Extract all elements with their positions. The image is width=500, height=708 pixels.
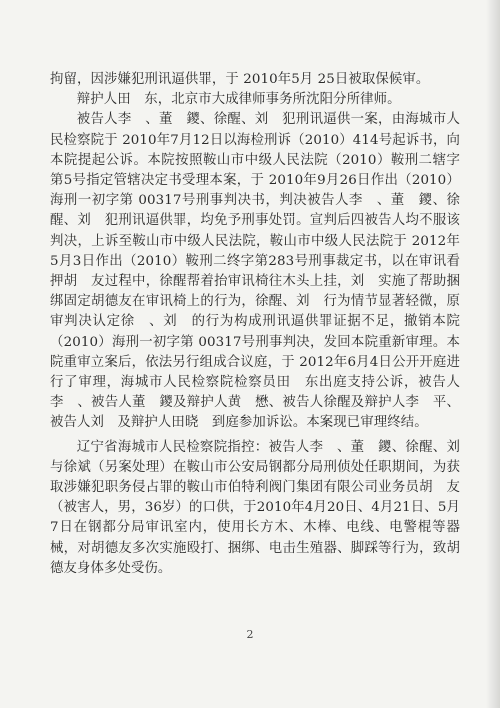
paragraph-defense-counsel: 辩护人田 东，北京市大成律师事务所沈阳分所律师。 [76, 92, 401, 108]
page-number: 2 [246, 628, 254, 641]
paragraph-case-history: 被告人李 、董 鑁、徐醒、刘 犯刑讯逼供一案，由海城市人民检察院于 2010年7月12日以海检刑诉（2010）414号起诉书，向本院提起公诉。本院按照鞍山市中级人民法院（2010）鞍刑二辖字第5号指定管辖决定书受理本案，于 2010年9月26日作出（2010）海刑一初字第 00317号刑事判决书，判决被告人李 、董 鑁、徐醒、刘 犯刑讯逼供罪，均免予刑事处罚。宣判后四被告人均不服该判决，上诉至鞍山市中级人民法院，鞍山市中级人民法院于 2012年5月3日作出（2010）鞍刑二终字第283号刑事裁定书，以在审讯看押胡 友过程中，徐醒帮着抬审讯椅往木头上挂，刘 实施了帮助捆绑固定胡德友在审讯椅上的行为，徐醒、刘 行为情节显著轻微，原审判决认定徐 、刘 的行为构成刑讯逼供罪证据不足，撤销本院（2010）海刑一初字第 00317号刑事判决，发回本院重新审理。本院重审立案后，依法另行组成合议庭，于 2012年6月4日公开开庭进行了审理，海城市人民检察院检察员田 东出庭支持公诉，被告人李 、被告人董 鑁及辩护人黄 懋、被告人徐醒及辩护人李 平、被告人刘 及辩护人田晓 到庭参加诉讼。本案现已审理终结。 [50, 112, 460, 431]
document-body [50, 70, 474, 579]
paragraph-prosecution-charge: 辽宁省海城市人民检察院指控：被告人李 、董 鑁、徐醒、刘 与徐斌（另案处理）在鞍山市公安局钢都分局刑侦处任职期间，为获取涉嫌犯职务侵占罪的鞍山市伯特利阀门集团有限公司业务员胡 友（被害人，男，36岁）的口供，于2010年4月20日、4月21日、5月7日在钢都分局审讯室内，使用长方木、木棒、电线、电警棍等器械，对胡德友多次实施殴打、捆绑、电击生殖器、脚踩等行为，致胡德友身体多处受伤。 [50, 439, 474, 576]
paragraph-detention: 拘留，因涉嫌犯刑讯逼供罪，于 2010年5月 25日被取保候审。 [50, 72, 430, 87]
page-edge-shadow [486, 0, 500, 708]
